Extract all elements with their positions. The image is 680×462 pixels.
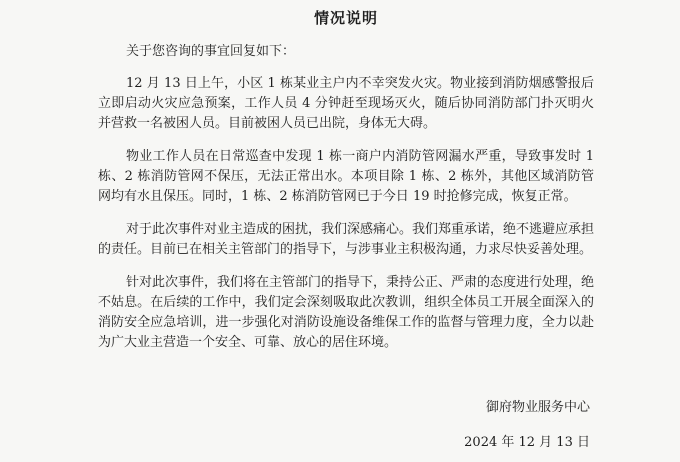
paragraph-commitment: 针对此次事件，我们将在主管部门的指导下，秉持公正、严肃的态度进行处理，绝不姑息。在后续的工作中，我们定会深刻吸取此次教训，组织全体员工开展全面深入的消防安全应急培训，进一步强化对消防设施设备维保工作的监督与管理力度，全力以赴为广大业主营造一个安全、可靠、放心的居住环境。 <box>98 275 595 350</box>
document-title: 情况说明 <box>313 9 378 27</box>
paragraph-fire-pipe: 物业工作人员在日常巡查中发现 1 栋一商户内消防管网漏水严重，导致事发时 1 栋、2 栋消防管网不保压，无法正常出水。本项目除 1 栋、2 栋外，其他区域消防管网均有水且保压。同时，1 栋、2 栋消防管网已于今日 19 时抢修完成，恢复正常。 <box>98 149 594 204</box>
signature-organization: 御府物业服务中心 <box>485 400 590 415</box>
paragraph-incident: 12 月 13 日上午，小区 1 栋某业主户内不幸突发火灾。物业接到消防烟感警报后立即启动火灾应急预案，工作人员 4 分钟赶至现场灭火，随后协同消防部门扑灭明火并营救一名被困人员。目前被困人员已出院，身体无大碍。 <box>98 76 594 131</box>
paragraph-apology: 对于此次事件对业主造成的困扰，我们深感痛心。我们郑重承诺，绝不逃避应承担的责任。目前已在相关主管部门的指导下，与涉事业主积极沟通，力求尽快妥善处理。 <box>98 222 595 257</box>
greeting-line: 关于您咨询的事宜回复如下： <box>126 44 296 59</box>
signature-date: 2024 年 12 月 13 日 <box>464 435 590 450</box>
